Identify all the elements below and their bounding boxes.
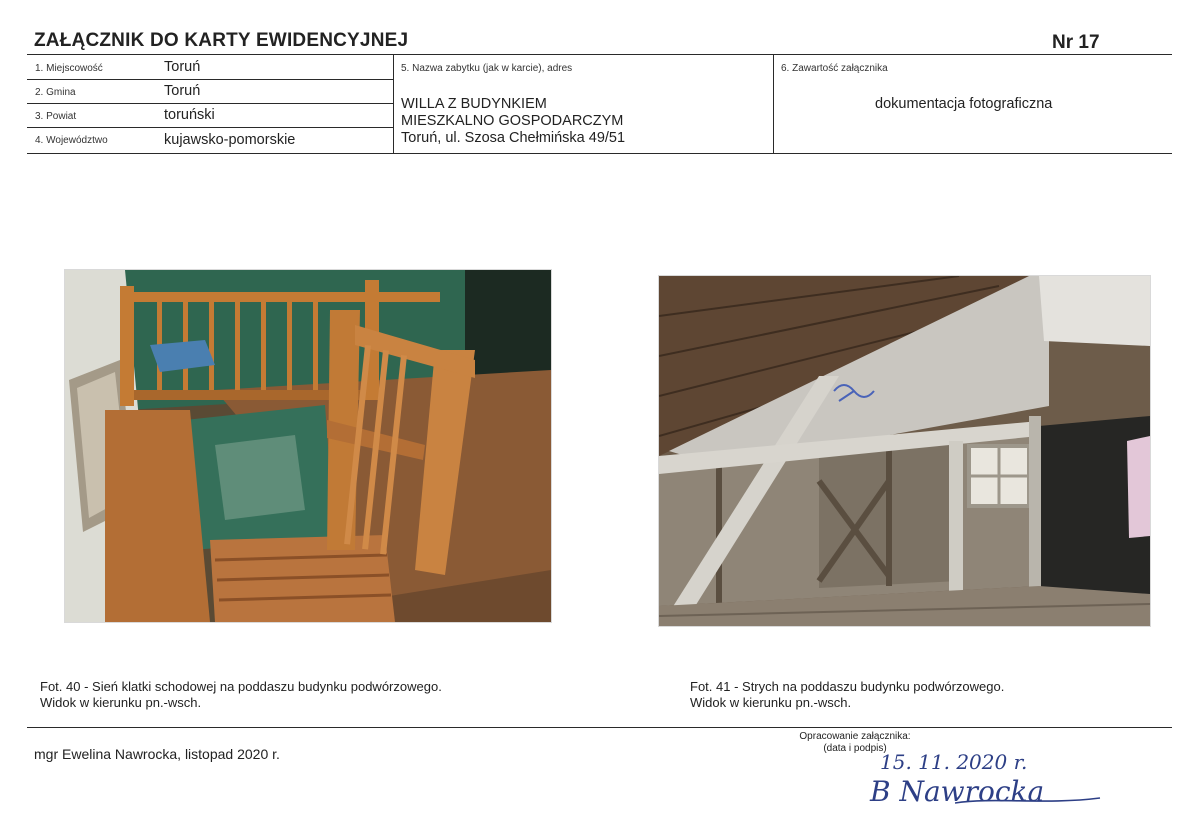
photo-41-attic: [659, 276, 1150, 626]
document-title: ZAŁĄCZNIK DO KARTY EWIDENCYJNEJ: [34, 30, 409, 51]
attic-illustration: [659, 276, 1150, 626]
field-powiat-value: toruński: [164, 107, 215, 123]
table-top-border: [27, 54, 1172, 55]
field-gmina-label: 2. Gmina: [35, 87, 76, 98]
stairwell-illustration: [65, 270, 551, 622]
footer-border: [27, 727, 1172, 728]
field-wojewodztwo-value: kujawsko-pomorskie: [164, 132, 296, 148]
photo-40-caption: [40, 679, 442, 711]
photo-41-caption-line2: Widok w kierunku pn.-wsch.: [690, 695, 852, 710]
row-divider-3: [27, 127, 394, 128]
field-miejscowosc-label: 1. Miejscowość: [35, 63, 103, 74]
row-divider-1: [27, 79, 394, 80]
field-nazwa-address: Toruń, ul. Szosa Chełmińska 49/51: [401, 130, 626, 146]
table-divider-1: [393, 54, 394, 154]
field-nazwa-label: 5. Nazwa zabytku (jak w karcie), adres: [401, 63, 573, 74]
date-sign-label: (data i podpis): [823, 743, 887, 754]
document-number: Nr 17: [1052, 32, 1100, 53]
photo-41-caption-line1: Fot. 41 - Strych na poddaszu budynku podwórzowego.: [690, 679, 1005, 694]
signature-underline: [955, 795, 1105, 807]
photo-40-caption-line1: Fot. 40 - Sień klatki schodowej na poddaszu budynku podwórzowego.: [40, 679, 442, 694]
field-wojewodztwo-label: 4. Województwo: [35, 135, 108, 146]
row-divider-2: [27, 103, 394, 104]
field-zawartosc-label: 6. Zawartość załącznika: [781, 63, 888, 74]
field-powiat-label: 3. Powiat: [35, 111, 77, 122]
field-gmina-value: Toruń: [164, 83, 201, 99]
handwritten-date: 15. 11. 2020 r.: [880, 750, 1028, 774]
field-nazwa-line1: WILLA Z BUDYNKIEM: [401, 96, 547, 112]
handwritten-signature: B Nawrocka: [870, 775, 1045, 808]
table-bottom-border: [27, 153, 1172, 154]
field-zawartosc-value: dokumentacja fotograficzna: [875, 96, 1053, 112]
prepared-label: Opracowanie załącznika:: [799, 731, 911, 742]
field-miejscowosc-value: Toruń: [164, 59, 201, 75]
field-nazwa-line2: MIESZKALNO GOSPODARCZYM: [401, 113, 624, 129]
photo-41-caption: [690, 679, 1004, 711]
author-line: mgr Ewelina Nawrocka, listopad 2020 r.: [34, 746, 280, 762]
table-divider-2: [773, 54, 774, 154]
photo-40-stairwell: [65, 270, 551, 622]
photo-40-caption-line2: Widok w kierunku pn.-wsch.: [40, 695, 202, 710]
